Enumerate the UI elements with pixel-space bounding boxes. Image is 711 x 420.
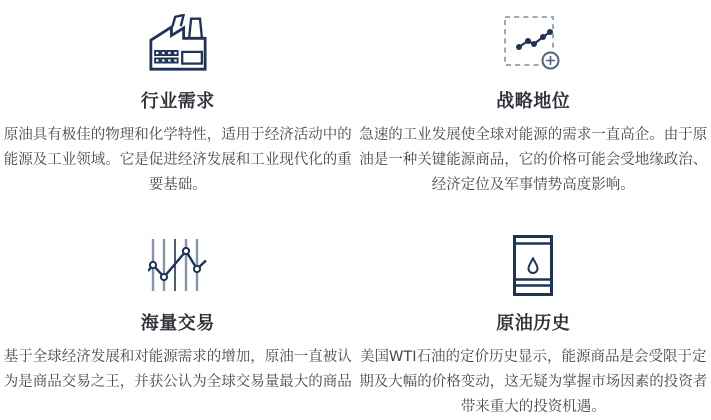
feature-crude-history bbox=[356, 222, 711, 420]
chart-magnifier-icon bbox=[502, 8, 564, 78]
feature-description: 美国WTI石油的定价历史显示，能源商品是会受限于定期及大幅的价格变动，这无疑为掌握市场因素的投资者带来重大的投资机遇。 bbox=[358, 345, 708, 420]
feature-massive-trading bbox=[0, 222, 356, 420]
factory-icon bbox=[147, 8, 209, 78]
feature-description: 基于全球经济发展和对能源需求的增加，原油一直被认为是商品交易之王，并获公认为全球交易量最大的商品 bbox=[3, 345, 353, 395]
feature-description: 急速的工业发展使全球对能源的需求一直高企。由于原油是一种关键能源商品，它的价格可能会受地缘政治、经济定位及军事情势高度影响。 bbox=[358, 123, 708, 198]
feature-strategic-position bbox=[356, 0, 711, 198]
feature-description: 原油具有极佳的物理和化学特性，适用于经济活动中的能源及工业领域。它是促进经济发展和工业现代化的重要基础。 bbox=[3, 123, 353, 198]
feature-title: 战略地位 bbox=[496, 92, 570, 112]
feature-industry-demand bbox=[0, 0, 356, 198]
feature-title: 海量交易 bbox=[141, 314, 215, 334]
oil-barrel-icon bbox=[513, 230, 553, 300]
market-chart-icon bbox=[148, 230, 208, 300]
feature-title: 原油历史 bbox=[496, 314, 570, 334]
feature-title: 行业需求 bbox=[141, 92, 215, 112]
